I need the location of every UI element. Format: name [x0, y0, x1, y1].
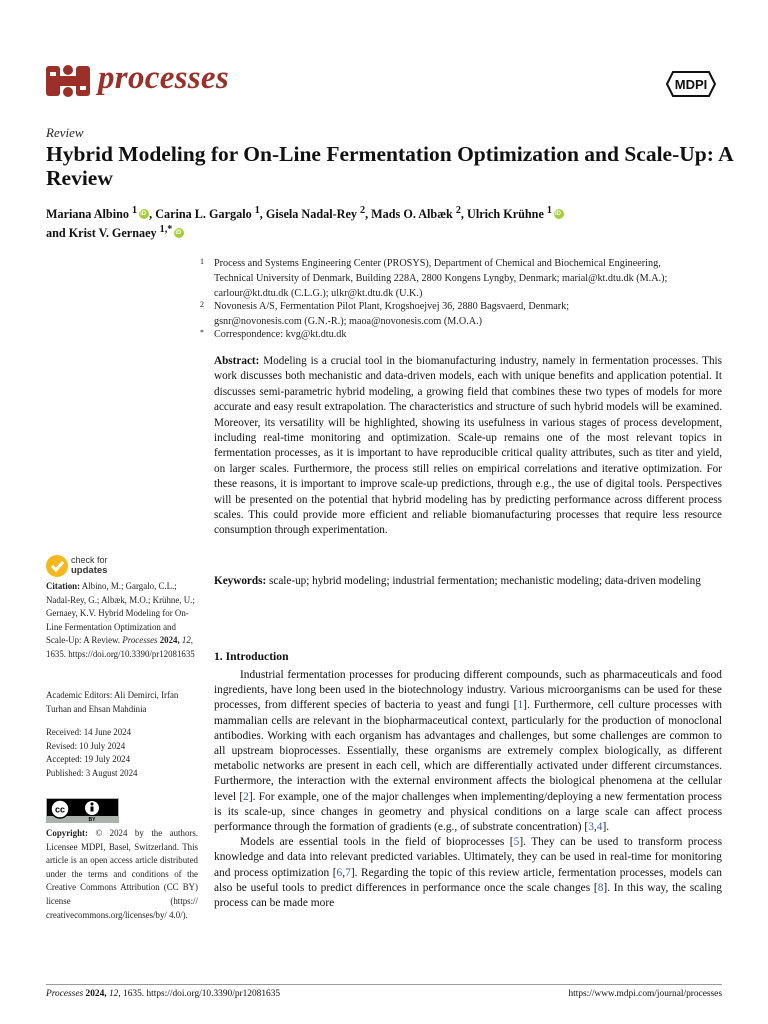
footer-divider [46, 984, 722, 985]
date-revised: Revised: 10 July 2024 [46, 740, 126, 751]
journal-logo-icon [46, 62, 90, 100]
affiliation-1 [200, 256, 668, 301]
author-name: Carina L. Gargalo [155, 207, 252, 222]
author-name: Gisela Nadal-Rey [265, 207, 357, 222]
keywords [214, 574, 722, 589]
intro-body [214, 668, 722, 911]
check-updates-label-bold[interactable]: updates [71, 565, 108, 576]
section-heading: 1. Introduction [214, 650, 289, 663]
cc-badge-text: cc [54, 804, 66, 815]
citation-link[interactable]: 8 [597, 881, 604, 894]
check-updates-icon[interactable] [46, 555, 68, 577]
academic-editors: Academic Editors: Ali Demirci, Irfan Turhan and Ehsan Mahdinia [46, 690, 179, 714]
citation-text: Albino, M.; Gargalo, C.L.; Nadal-Rey, G.; Albæk, M.O.; Krühne, U.; Gernaey, K.V. Hybrid Modeling for On-Line Fermentation Optimization and Scale-Up: A Review. [46, 581, 195, 646]
author-name: Ulrich Krühne [467, 207, 544, 222]
date-received: Received: 14 June 2024 [46, 727, 132, 737]
affiliation-line: gsnr@novonesis.com (G.N.-R.); maoa@novonesis.com (M.O.A.) [214, 316, 483, 327]
affiliation-mark: 1 [200, 257, 204, 266]
citation-link[interactable]: 5 [513, 836, 520, 849]
citation-journal: Processes [122, 635, 158, 646]
abstract-label: Abstract: [214, 355, 260, 367]
author-affil-sup: 2 [455, 205, 461, 216]
author-affil-sup: 1 [254, 205, 260, 216]
author-name: Mariana Albino [46, 207, 129, 222]
author-affil-sup: 1,* [159, 224, 173, 236]
citation-link[interactable]: 6 [336, 866, 343, 879]
author-affil-sup: 1 [132, 205, 138, 216]
affiliation-2 [200, 299, 570, 329]
affiliation-line: carlour@kt.dtu.dk (C.L.G.); ulkr@kt.dtu.dk (U.K.) [214, 288, 423, 299]
affiliation-line: Process and Systems Engineering Center (PROSYS), Department of Chemical and Biochemical Engineering, [214, 258, 661, 269]
orcid-icon[interactable] [139, 209, 149, 219]
citation-link[interactable]: 2 [243, 790, 249, 803]
paper-title: Hybrid Modeling for On-Line Fermentation Optimization and Scale-Up: A Review [46, 142, 733, 190]
journal-name: processes [98, 60, 230, 96]
cc-by-license-icon[interactable] [46, 798, 119, 823]
citation-label: Citation: [46, 581, 81, 591]
author-affil-sup: 1 [546, 205, 552, 216]
correspondence [200, 327, 347, 342]
dates-block [46, 726, 198, 780]
citation-link[interactable]: 3 [588, 821, 594, 834]
date-accepted: Accepted: 19 July 2024 [46, 754, 131, 765]
keywords-label: Keywords: [214, 575, 267, 587]
orcid-icon[interactable] [554, 209, 564, 219]
copyright-text: © 2024 by the authors. Licensee MDPI, Basel, Switzerland. This article is an open access article distributed under the terms and conditions of the Creative Commons Attribution (CC BY) license (https:// creativecommons.org/licenses/by/ 4.0/). [46, 828, 199, 920]
affiliation-line: Novonesis A/S, Fermentation Pilot Plant, Krogshoejvej 36, 2880 Bagsvaerd, Denmark; [214, 301, 570, 312]
by-badge-text: BY [88, 817, 96, 823]
citation-link[interactable]: 7 [345, 866, 351, 879]
citation-link[interactable]: 4 [596, 821, 603, 834]
citation-doi: 1635. https://doi.org/10.3390/pr12081635 [46, 648, 195, 659]
author-name: Mads O. Albæk [371, 207, 453, 222]
keywords-text: scale-up; hybrid modeling; industrial fermentation; mechanistic modeling; data-driven modeling [269, 575, 701, 587]
citation-year: 2024, [159, 635, 180, 646]
author-name: and Krist V. Gernaey [46, 226, 157, 241]
citation-volume: 12, [181, 635, 193, 646]
article-type: Review [46, 125, 84, 140]
mdpi-logo-text: MDPI [674, 77, 708, 92]
abstract-text: Modeling is a crucial tool in the biomanufacturing industry, namely in fermentation processes. This work discusses both mechanistic and data-driven models, each with unique benefits and application potential. It discusses semi-parametric hybrid modeling, a growing field that combines these two types of models for more accurate and easy result extrapolation. The characteristics and structure of such hybrid models will be examined. Moreover, its versatility will be highlighted, showing its usefulness in various stages of process development, including real-time monitoring and optimization. Scale-up remains one of the most relevant topics in fermentation processes, as it is important to have reproducible critical quality attributes, such as titer and yield, on larger scales. Furthermore, the process still relies on empirical correlations and iterative optimization. For these reasons, it is important to improve scale-up predictions, through e.g., the use of digital tools. Perspectives will be presented on the potential that hybrid modeling has by predicting performance across different process scales. This could provide more efficient and reliable biomanufacturing processes that require less resource consumption through experimentation. [214, 355, 723, 537]
footer-journal-url[interactable]: https://www.mdpi.com/journal/processes [568, 989, 722, 999]
orcid-icon[interactable] [174, 228, 184, 238]
check-updates-label[interactable]: check for [71, 555, 108, 565]
author-list: Mariana Albino $^1$iD , Carina L. Gargalo $^1$, Gisela Nadal-Rey $^2$, Mads O. Albæk $^2$, Ulrich Krühne $^1$iD and Krist V. Gernaey $^{1,*}$iD [46, 203, 736, 241]
citation-link[interactable]: 1 [517, 699, 524, 712]
affiliation-mark: * [200, 328, 204, 337]
affiliation-mark: 2 [200, 300, 204, 309]
intro-paragraph-1: Industrial fermentation processes for producing different compounds, such as pharmaceuticals and food ingredients, have long been used in the biotechnology industry. Various microorganisms can be used for these processes, from different species of bacteria to yeast and fungi [1]. Furthermore, cell culture processes with mammalian cells are relevant in the biopharmaceutical context, particularly for the production of monoclonal antibodies. Working with each organism has advantages and challenges, but some challenges are common to all upstream bioprocesses. Essentially, these organisms are extremely complex biologically, as different metabolic networks are present in each cell, which are differentially activated under different circumstances. Furthermore, the interaction with the external environment affects the biological phenomena at the cellular level [2]. For example, one of the major challenges when implementing/deploying a new fermentation process is its scale-up, since changes in geometry and physical conditions on a large scale can affect process performance through the formation of gradients (e.g., of substrate concentration) [3,4]. [214, 669, 722, 834]
citation-block [46, 580, 198, 662]
abstract [214, 354, 722, 539]
copyright-label: Copyright: [46, 828, 88, 838]
mdpi-logo-icon [665, 70, 717, 98]
intro-paragraph-2: Models are essential tools in the field of bioprocesses [5]. They can be used to transform process knowledge and data into relevant predicted variables. Ultimately, they can be used in real-time for monitoring and process optimization [6,7]. Regarding the topic of this review article, fermentation processes, models can also be useful tools to predict differences in performance once the scale changes [8]. In this way, the scaling process can be made more [214, 836, 723, 910]
affiliation-line: Correspondence: kvg@kt.dtu.dk [214, 329, 347, 340]
footer-citation: Processes 2024, 12, 1635. https://doi.org/10.3390/pr12081635 [46, 989, 281, 999]
author-affil-sup: 2 [360, 205, 366, 216]
date-published: Published: 3 August 2024 [46, 767, 138, 778]
affiliation-line: Technical University of Denmark, Building 228A, 2800 Kongens Lyngby, Denmark; marial@kt.dtu.dk (M.A.); [214, 273, 668, 284]
copyright-block [46, 827, 198, 922]
